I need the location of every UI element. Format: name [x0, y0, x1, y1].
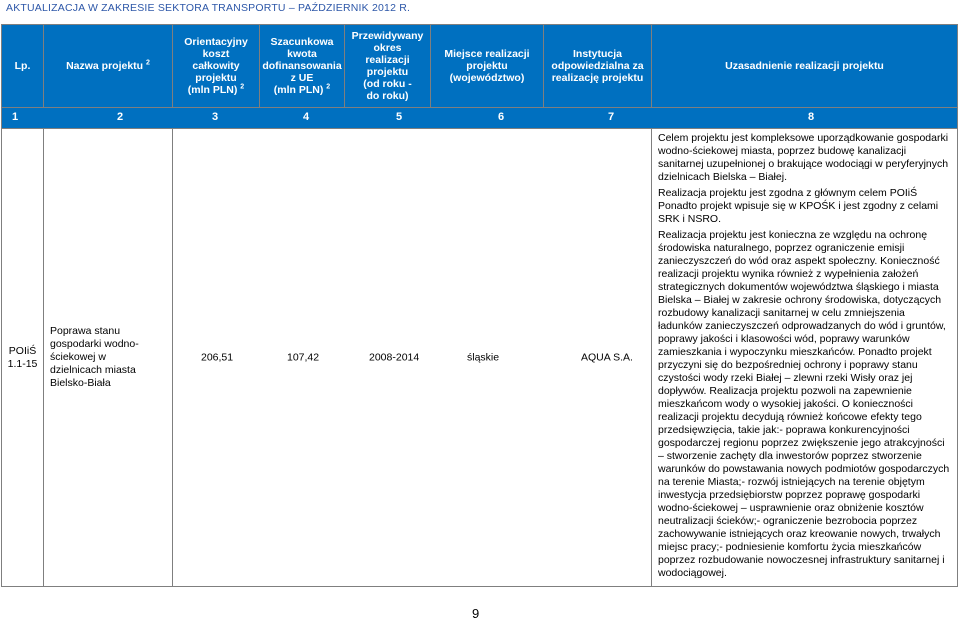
header-institution: Instytucja odpowiedzialna za realizację projektu [544, 25, 652, 108]
column-number: 8 [808, 111, 815, 123]
eu-cofinancing-value: 107,42 [287, 351, 320, 363]
period-value: 2008-2014 [369, 351, 420, 363]
cell-lp: POIiŚ 1.1-15 [2, 129, 44, 587]
cell-justification [652, 129, 958, 587]
header-eu-cofinancing: Szacunkowa kwota dofinansowania z UE (mln PLN) $^2$ [260, 25, 345, 108]
header-total-cost: Orientacyjny koszt całkowity projektu (mln PLN) $^2$ [173, 25, 260, 108]
total-cost-value: 206,51 [201, 351, 234, 363]
column-number: 5 [396, 111, 403, 123]
project-table [1, 24, 958, 587]
header-project-name: Nazwa projektu $^2$ [44, 25, 173, 108]
column-number: 4 [303, 111, 310, 123]
column-number: 6 [498, 111, 505, 123]
justification-paragraph: Celem projektu jest kompleksowe uporządkowanie gospodarki wodno-ściekowej miasta, poprzez budowę kanalizacji sanitarnej uzupełnionej o brakujące wodociągi w peryferyjnych dzielnicach Bielska – Białej. [658, 132, 949, 183]
justification-paragraph: Realizacja projektu jest zgodna z głównym celem POIiŚ Ponadto projekt wpisuje się w KPOŚK i jest zgodny z celami SRK i NSRO. [658, 187, 939, 225]
cell-project-data [173, 129, 652, 587]
document-running-header: AKTUALIZACJA W ZAKRESIE SEKTORA TRANSPORTU – PAŹDZIERNIK 2012 R. [6, 2, 411, 14]
header-justification: Uzasadnienie realizacji projektu [652, 25, 958, 108]
page-number: 9 [472, 606, 480, 621]
place-value: śląskie [467, 351, 500, 363]
table-header-row [2, 25, 958, 108]
table-row [2, 129, 958, 587]
column-number: 2 [117, 111, 124, 123]
column-number: 3 [212, 111, 219, 123]
cell-project-name: Poprawa stanu gospodarki wodno- ściekowej w dzielnicach miasta Bielsko-Biała [44, 129, 173, 587]
column-numbers-cell [2, 108, 958, 129]
institution-value: AQUA S.A. [581, 351, 633, 363]
header-place: Miejsce realizacji projektu (województwo) [431, 25, 544, 108]
justification-paragraph: Realizacja projektu jest konieczna ze względu na ochronę środowiska naturalnego, poprzez ograniczenie emisji zanieczyszczeń do wód oraz aspekt społeczny. Konieczność realizacji projektu wynika również z wypełnienia założeń strategicznych dokumentów województwa śląskiego i miasta Bielska – Białej w zakresie ochrony środowiska, dotyczących rozbudowy kanalizacji sanitarnej w celu zmniejszenia ładunków zanieczyszczeń odprowadzanych do wód i gruntów, poprawy jakości i klasowości wód, poprawy warunków zamieszkania i wypoczynku mieszkańców. Ponadto projekt przyczyni się do bezpośredniej ochrony i poprawy stanu czystości wody rzeki Białej – zlewni rzeki Wisły oraz jej dopływów. Realizacja projektu pozwoli na zapewnienie mieszkańcom wody o wysokiej jakości. O konieczności realizacji projektu decydują również końcowe efekty tego przedsięwzięcia, takie jak:- poprawa konkurencyjności gospodarczej regionu poprzez zwiększenie jego atrakcyjności – stworzenie zachęty dla inwestorów poprzez stworzenie warunków do powstawania nowych podmiotów gospodarczych na terenie Miasta;- rozwój istniejących na terenie objętym inwestycja przedsiębiorstw poprzez poprawę gospodarki wodno-ściekowej – usprawnienie oraz obniżenie kosztów neutralizacji ścieków;- ograniczenie bezrobocia poprzez zachowywanie istniejących oraz kreowanie nowych, trwałych miejsc pracy;- podniesienie komfortu życia mieszkańców poprzez rozbudowanie nowoczesnej infrastruktury sanitarnej i wodociągowej. [658, 229, 950, 579]
column-number: 1 [12, 111, 19, 123]
column-number: 7 [608, 111, 615, 123]
column-number-row [2, 108, 958, 129]
header-period: Przewidywany okres realizacji projektu (od roku - do roku) [345, 25, 431, 108]
header-lp: Lp. [2, 25, 44, 108]
